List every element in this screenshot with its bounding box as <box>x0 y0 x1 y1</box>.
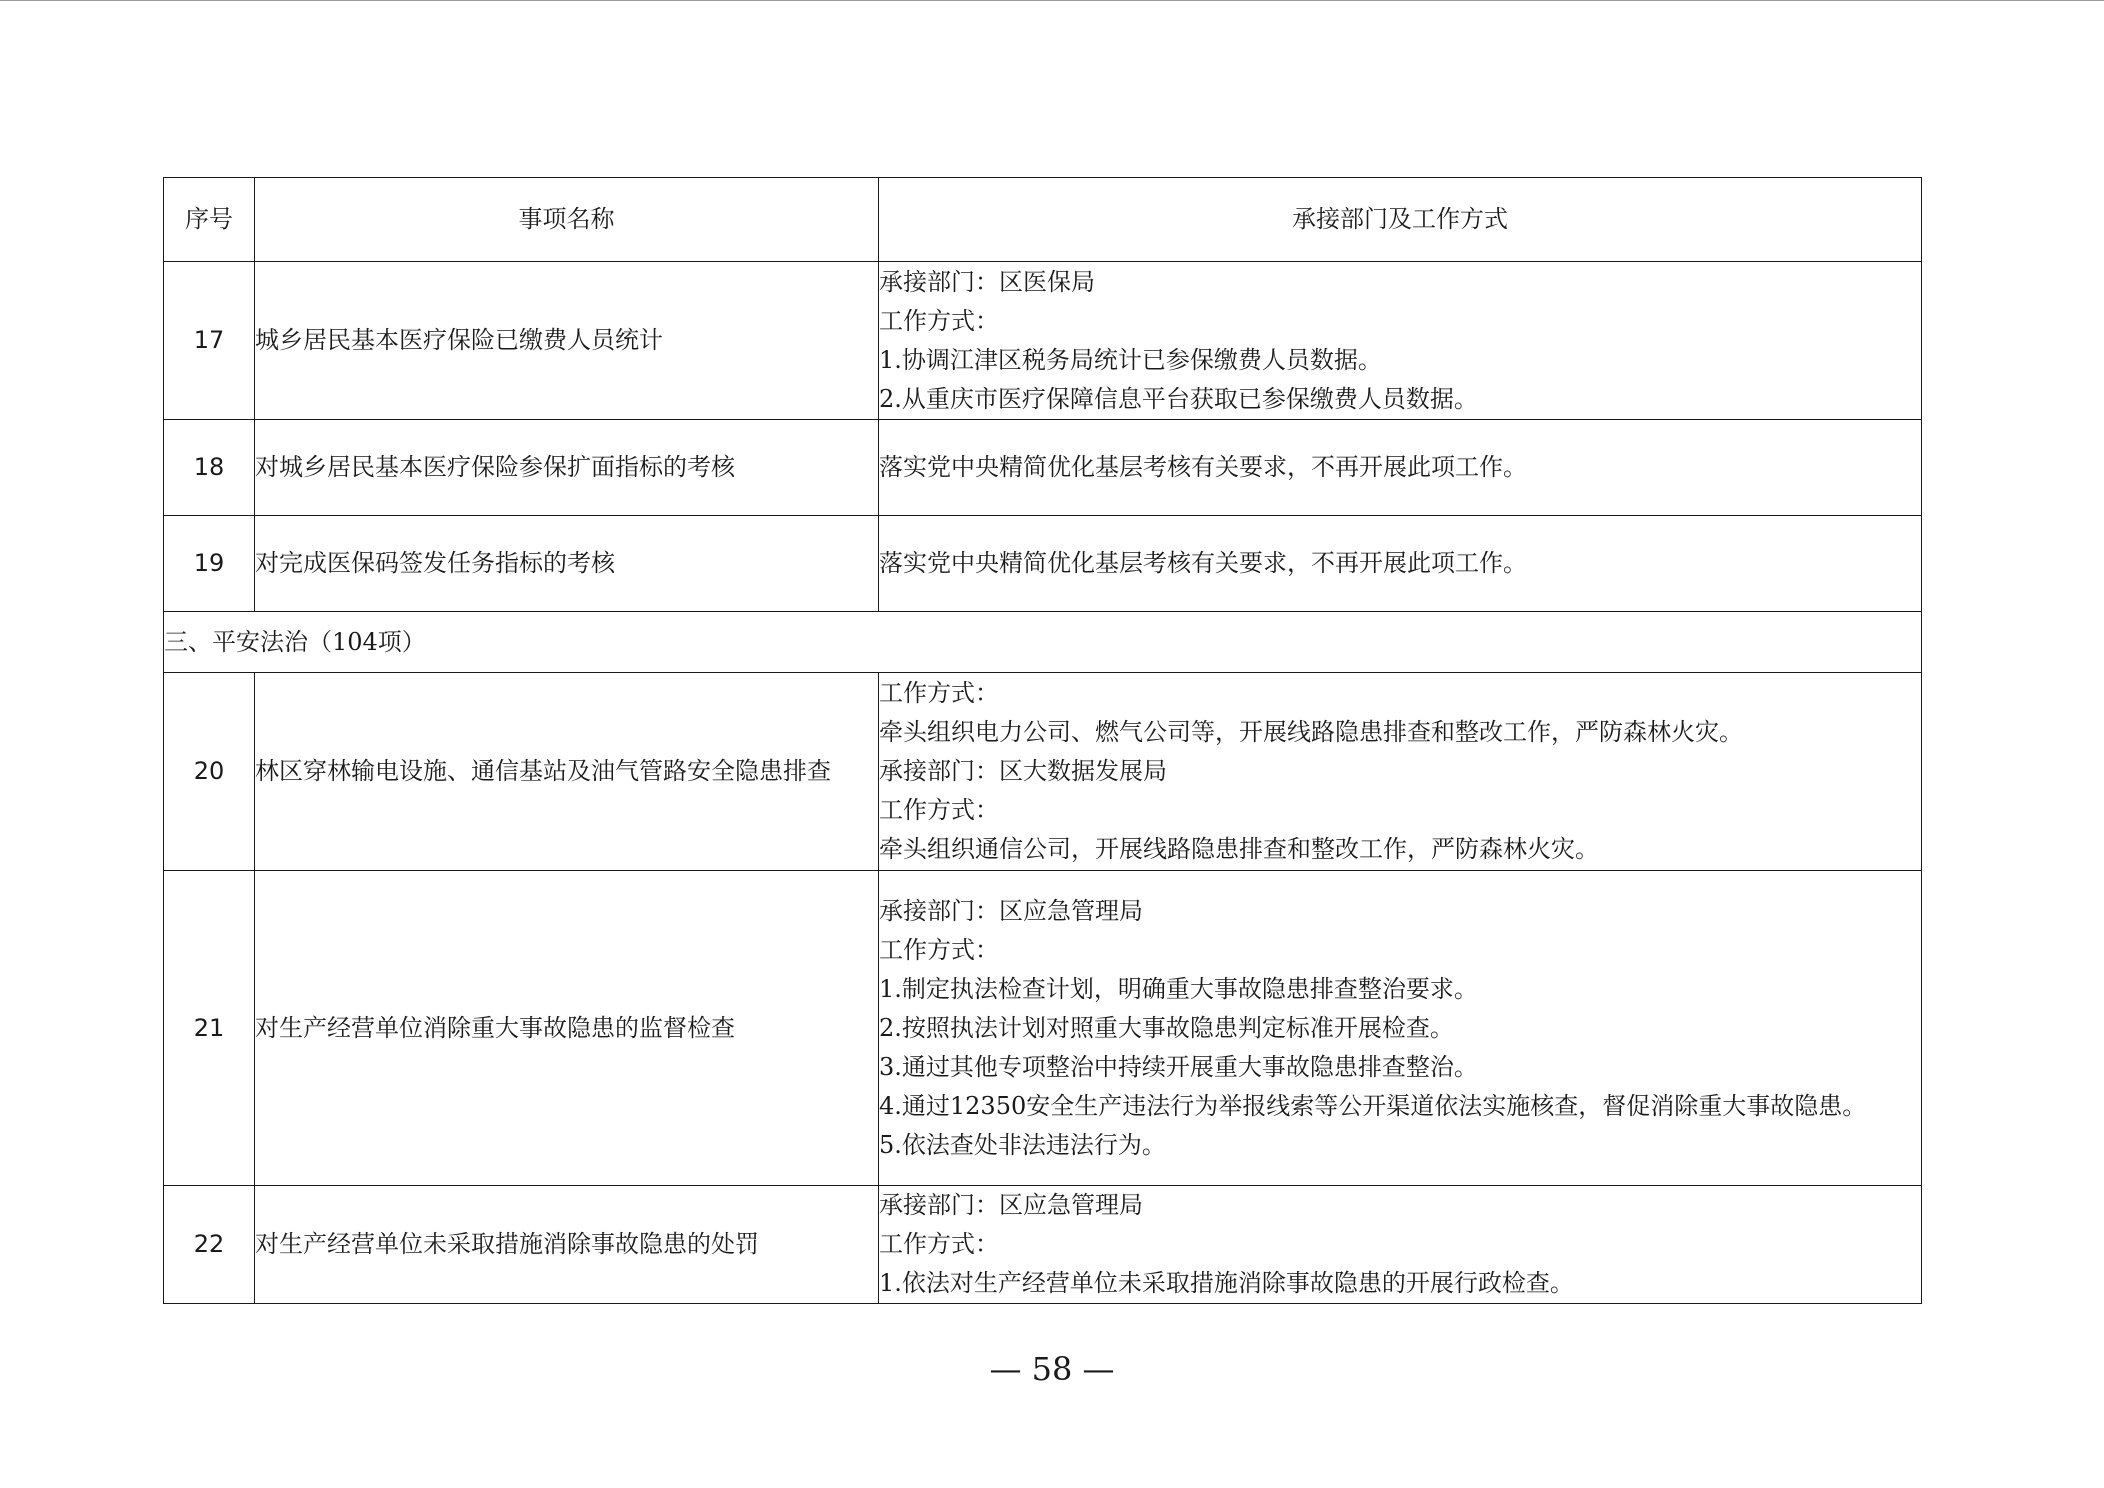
method-line: 承接部门：区大数据发展局 <box>879 757 1167 785</box>
method-line: 2.从重庆市医疗保障信息平台获取已参保缴费人员数据。 <box>879 384 1478 413</box>
header-serial-number: 序号 <box>164 178 255 262</box>
department-method <box>879 871 1922 1186</box>
department-method <box>879 1186 1922 1304</box>
header-department-method: 承接部门及工作方式 <box>879 178 1922 262</box>
method-line: 2.按照执法计划对照重大事故隐患判定标准开展检查。 <box>879 1013 1454 1042</box>
method-line: 牵头组织通信公司，开展线路隐患排查和整改工作，严防森林火灾。 <box>879 835 1599 863</box>
page-number: — 58 — <box>989 1350 1115 1388</box>
method-line: 工作方式： <box>879 1230 999 1258</box>
method-line: 工作方式： <box>879 306 999 335</box>
method-line: 工作方式： <box>879 796 999 824</box>
table-row <box>164 673 1922 871</box>
matters-table <box>163 177 1922 1304</box>
method-line: 工作方式： <box>879 679 999 707</box>
method-line: 承接部门：区应急管理局 <box>879 896 1143 925</box>
table-row <box>164 1186 1922 1304</box>
method-line: 承接部门：区应急管理局 <box>879 1191 1143 1219</box>
method-line: 工作方式： <box>879 935 999 964</box>
top-rule <box>0 0 2104 1</box>
row-number: 17 <box>164 262 255 420</box>
department-method <box>879 262 1922 420</box>
table-row <box>164 516 1922 612</box>
method-line: 牵头组织电力公司、燃气公司等，开展线路隐患排查和整改工作，严防森林火灾。 <box>879 718 1743 746</box>
method-line: 1.制定执法检查计划，明确重大事故隐患排查整治要求。 <box>879 974 1478 1003</box>
row-number: 19 <box>164 516 255 612</box>
section-heading: 三、平安法治（104项） <box>164 612 1922 673</box>
header-item-name: 事项名称 <box>255 178 879 262</box>
department-method <box>879 673 1922 871</box>
method-line: 3.通过其他专项整治中持续开展重大事故隐患排查整治。 <box>879 1052 1478 1081</box>
method-line: 1.协调江津区税务局统计已参保缴费人员数据。 <box>879 345 1382 374</box>
table-row <box>164 420 1922 516</box>
row-number: 18 <box>164 420 255 516</box>
item-name: 城乡居民基本医疗保险已缴费人员统计 <box>255 262 879 420</box>
department-method <box>879 516 1922 612</box>
item-name: 林区穿林输电设施、通信基站及油气管路安全隐患排查 <box>255 673 879 871</box>
table-row <box>164 262 1922 420</box>
row-number: 21 <box>164 871 255 1186</box>
row-number: 22 <box>164 1186 255 1304</box>
section-row <box>164 612 1922 673</box>
method-line: 落实党中央精简优化基层考核有关要求，不再开展此项工作。 <box>879 453 1527 481</box>
item-name: 对城乡居民基本医疗保险参保扩面指标的考核 <box>255 420 879 516</box>
method-line: 承接部门：区医保局 <box>879 267 1095 296</box>
item-name: 对完成医保码签发任务指标的考核 <box>255 516 879 612</box>
table-row <box>164 871 1922 1186</box>
row-number: 20 <box>164 673 255 871</box>
department-method <box>879 420 1922 516</box>
table-header-row <box>164 178 1922 262</box>
item-name: 对生产经营单位未采取措施消除事故隐患的处罚 <box>255 1186 879 1304</box>
method-line: 4.通过12350安全生产违法行为举报线索等公开渠道依法实施核查，督促消除重大事故隐患。 <box>879 1091 1867 1120</box>
method-line: 1.依法对生产经营单位未采取措施消除事故隐患的开展行政检查。 <box>879 1269 1574 1297</box>
method-line: 落实党中央精简优化基层考核有关要求，不再开展此项工作。 <box>879 549 1527 577</box>
method-line: 5.依法查处非法违法行为。 <box>879 1130 1166 1159</box>
item-name: 对生产经营单位消除重大事故隐患的监督检查 <box>255 871 879 1186</box>
